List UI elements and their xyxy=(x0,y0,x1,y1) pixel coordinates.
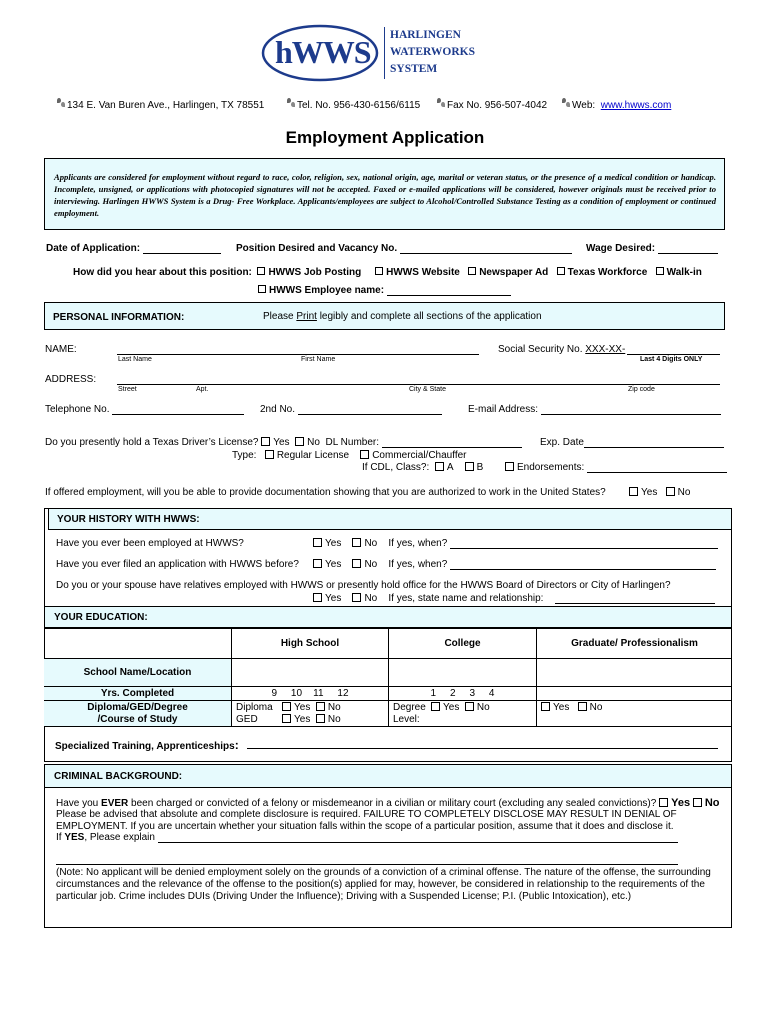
q1-no: No xyxy=(364,538,378,549)
drop-icon xyxy=(57,98,64,108)
q2-no: No xyxy=(364,559,378,570)
contact-fax: Fax No. 956-507-4042 xyxy=(447,100,548,111)
regular-label: Regular License xyxy=(276,450,350,461)
dl-no-label: No xyxy=(307,437,320,448)
personal-info-title: PERSONAL INFORMATION: xyxy=(53,312,185,323)
history-q2-options xyxy=(313,559,716,570)
criminal-yes: Yes xyxy=(671,797,691,809)
dl-number-field[interactable] xyxy=(382,437,522,448)
diploma-no-checkbox[interactable] xyxy=(316,702,325,711)
address-field[interactable] xyxy=(117,374,720,385)
wage-label: Wage Desired: xyxy=(586,243,656,254)
contact-web-wrap xyxy=(562,98,671,111)
history-q3-options xyxy=(313,593,715,604)
cdl-row xyxy=(362,462,483,473)
college-years[interactable]: 1 2 3 4 xyxy=(389,687,537,701)
tel-field[interactable] xyxy=(112,404,244,415)
tel-row xyxy=(45,404,244,415)
logo xyxy=(261,24,379,82)
wage-row xyxy=(586,243,718,254)
employee-row xyxy=(258,285,511,296)
q2-followup: If yes, when? xyxy=(388,559,448,570)
street-hint: Street xyxy=(118,386,137,393)
history-q1: Have you ever been employed at HWWS? xyxy=(56,538,244,549)
website-link[interactable]: www.hwws.com xyxy=(600,100,672,111)
contact-fax-wrap xyxy=(437,98,547,111)
ged-no: No xyxy=(327,713,341,725)
degree-no: No xyxy=(476,701,490,713)
date-field[interactable] xyxy=(143,243,221,254)
history-header: YOUR HISTORY WITH HWWS: xyxy=(48,508,732,530)
print-instruction xyxy=(263,311,542,322)
q2-when-field[interactable] xyxy=(450,559,716,570)
date-label: Date of Application: xyxy=(46,243,141,254)
education-table xyxy=(44,628,732,727)
regular-checkbox[interactable] xyxy=(265,450,274,459)
class-a-checkbox[interactable] xyxy=(435,462,444,471)
commercial-label: Commercial/Chauffer xyxy=(372,450,467,461)
criminal-question xyxy=(56,797,720,809)
commercial-checkbox[interactable] xyxy=(360,450,369,459)
logo-line-2: WATERWORKS xyxy=(390,46,476,58)
authorized-yes-label: Yes xyxy=(641,487,658,498)
employee-label: HWWS Employee name: xyxy=(269,285,385,296)
drop-icon xyxy=(437,98,444,108)
eeo-notice xyxy=(44,158,725,230)
zip-hint: Zip code xyxy=(628,386,655,393)
dl-number-label: DL Number: xyxy=(325,437,380,448)
diploma-no: No xyxy=(327,701,341,713)
grad-no-checkbox[interactable] xyxy=(578,702,587,711)
endorsements-row xyxy=(505,462,727,473)
endorsements-checkbox[interactable] xyxy=(505,462,514,471)
row-diploma-line1: Diploma/GED/Degree xyxy=(87,701,188,713)
degree-no-checkbox[interactable] xyxy=(465,702,474,711)
logo-divider xyxy=(384,27,385,79)
drop-icon xyxy=(287,98,294,108)
criminal-yes-checkbox[interactable] xyxy=(659,798,668,807)
contact-tel: Tel. No. 956-430-6156/6115 xyxy=(297,100,421,111)
walkin-checkbox[interactable] xyxy=(656,267,664,275)
dl-row xyxy=(45,437,522,448)
degree-yes-checkbox[interactable] xyxy=(431,702,440,711)
grad-no: No xyxy=(589,702,603,713)
tel-label: Telephone No. xyxy=(45,404,110,415)
history-q2: Have you ever filed an application with HWWS before? xyxy=(56,559,299,570)
row-years: Yrs. Completed xyxy=(44,687,232,701)
position-row xyxy=(236,243,572,254)
instruction-print: Print xyxy=(296,311,317,322)
job-posting-label: HWWS Job Posting xyxy=(268,267,362,278)
q2-yes-checkbox[interactable] xyxy=(313,559,322,568)
dl-yes-label: Yes xyxy=(273,437,290,448)
college-school-field[interactable] xyxy=(389,659,537,687)
dl-no-checkbox[interactable] xyxy=(295,437,304,446)
city-state-hint: City & State xyxy=(409,386,446,393)
exp-row xyxy=(540,437,724,448)
explain-pre: If xyxy=(56,832,65,843)
logo-mark: hWWS xyxy=(275,34,371,70)
hear-label: How did you hear about this position: xyxy=(73,267,252,278)
special-training-row: Specialized Training, Apprenticeships: xyxy=(55,738,239,752)
diploma-yes-checkbox[interactable] xyxy=(282,702,291,711)
level-label: Level: xyxy=(393,713,420,725)
ged-no-checkbox[interactable] xyxy=(316,714,325,723)
ssn-value: XXX-XX- xyxy=(585,344,626,355)
second-label: 2nd No. xyxy=(260,404,296,415)
q3-no: No xyxy=(364,593,378,604)
address-label: ADDRESS: xyxy=(45,374,97,385)
q3-relationship-field[interactable] xyxy=(555,593,715,604)
drop-icon xyxy=(562,98,569,108)
dl-question: Do you presently hold a Texas Driver’s License? xyxy=(45,437,259,448)
job-posting-checkbox[interactable] xyxy=(257,267,265,275)
grad-yes-checkbox[interactable] xyxy=(541,702,550,711)
instruction-pre: Please xyxy=(263,311,297,322)
apt-hint: Apt. xyxy=(196,386,209,393)
education-header: YOUR EDUCATION: xyxy=(44,606,732,628)
explain-row xyxy=(56,832,155,843)
hs-diploma xyxy=(232,701,389,727)
q3-yes-checkbox[interactable] xyxy=(313,593,322,602)
criminal-section xyxy=(44,764,732,928)
degree-label: Degree xyxy=(393,701,426,713)
page-title: Employment Application xyxy=(285,128,485,147)
q1-yes-checkbox[interactable] xyxy=(313,538,322,547)
logo-line-1: HARLINGEN xyxy=(390,29,461,41)
position-field[interactable] xyxy=(400,243,572,254)
history-q1-options xyxy=(313,538,718,549)
position-label: Position Desired and Vacancy No. xyxy=(236,243,398,254)
workforce-checkbox[interactable] xyxy=(557,267,565,275)
explain-field-1[interactable] xyxy=(158,832,678,843)
row-diploma-line2: /Course of Study xyxy=(97,713,178,725)
authorized-yes-checkbox[interactable] xyxy=(629,487,638,496)
email-row xyxy=(468,404,721,415)
special-training-label: Specialized Training, Apprenticeships xyxy=(55,741,235,752)
q1-followup: If yes, when? xyxy=(388,538,448,549)
walkin-label: Walk-in xyxy=(666,267,702,278)
q1-yes: Yes xyxy=(325,538,342,549)
col-high-school: High School xyxy=(232,629,389,659)
ssn-row xyxy=(498,344,625,355)
row-diploma xyxy=(44,701,232,727)
college-degree xyxy=(389,701,537,727)
dl-yes-checkbox[interactable] xyxy=(261,437,270,446)
col-graduate: Graduate/ Professionalism xyxy=(537,629,733,659)
grad-school-field[interactable] xyxy=(537,659,733,687)
type-row xyxy=(232,450,467,461)
personal-info-header xyxy=(44,302,725,330)
criminal-no: No xyxy=(704,797,720,809)
exp-label: Exp. Date xyxy=(540,437,584,448)
q2-yes: Yes xyxy=(325,559,342,570)
class-b-checkbox[interactable] xyxy=(465,462,474,471)
explain-yes: YES xyxy=(64,832,85,843)
ged-label: GED xyxy=(236,713,258,725)
degree-yes: Yes xyxy=(443,701,460,713)
criminal-q-ever: EVER xyxy=(101,798,129,809)
ssn-hint: Last 4 Digits ONLY xyxy=(640,356,703,363)
employee-name-field[interactable] xyxy=(387,285,511,296)
grad-years-field[interactable] xyxy=(537,687,733,701)
date-row xyxy=(46,243,221,254)
hear-row xyxy=(73,267,702,278)
workforce-label: Texas Workforce xyxy=(567,267,648,278)
second-field[interactable] xyxy=(298,404,442,415)
q1-when-field[interactable] xyxy=(450,538,718,549)
logo-text xyxy=(390,27,475,78)
col-college: College xyxy=(389,629,537,659)
endorsements-label: Endorsements: xyxy=(517,462,585,473)
employee-checkbox[interactable] xyxy=(258,285,266,293)
cdl-label: If CDL, Class?: xyxy=(362,462,430,473)
authorized-options xyxy=(629,487,690,498)
newspaper-checkbox[interactable] xyxy=(468,267,476,275)
name-field[interactable] xyxy=(117,344,479,355)
grad-yes: Yes xyxy=(553,702,570,713)
q3-followup: If yes, state name and relationship: xyxy=(388,593,544,604)
website-checkbox[interactable] xyxy=(375,267,383,275)
second-row xyxy=(260,404,442,415)
name-label: NAME: xyxy=(45,344,77,355)
authorized-no-label: No xyxy=(677,487,691,498)
criminal-q-pre: Have you xyxy=(56,798,102,809)
ssn-label: Social Security No. xyxy=(498,344,583,355)
newspaper-label: Newspaper Ad xyxy=(479,267,549,278)
contact-address: 134 E. Van Buren Ave., Harlingen, TX 78551 xyxy=(67,100,265,111)
criminal-header: CRIMINAL BACKGROUND: xyxy=(44,764,732,788)
ged-yes-checkbox[interactable] xyxy=(282,714,291,723)
type-label: Type: xyxy=(232,450,257,461)
special-training-field[interactable] xyxy=(247,738,718,749)
email-field[interactable] xyxy=(541,404,721,415)
wage-field[interactable] xyxy=(658,243,718,254)
hs-years[interactable]: 9 10 11 12 xyxy=(232,687,389,701)
explain-post: , Please explain xyxy=(84,832,155,843)
q2-no-checkbox[interactable] xyxy=(352,559,361,568)
contact-line xyxy=(57,98,264,111)
class-b-label: B xyxy=(476,462,484,473)
exp-field[interactable] xyxy=(584,437,724,448)
contact-web-label: Web: xyxy=(572,100,596,111)
class-a-label: A xyxy=(446,462,454,473)
authorized-no-checkbox[interactable] xyxy=(666,487,675,496)
grad-degree xyxy=(537,701,733,727)
hs-school-field[interactable] xyxy=(232,659,389,687)
criminal-note: (Note: No applicant will be denied employment solely on the grounds of a conviction of a criminal offense. The nature of the offense, the surrounding circumstances and the relevance of the offense to the position(s) applied for may, however, be considered in relationship to the requirements of the particular job. Crime includes DUIs (Driving Under the Influence); Driving with a Suspended License; P.I. (Public Intoxication), etc.) xyxy=(56,867,711,902)
last-name-hint: Last Name xyxy=(118,356,152,363)
q1-no-checkbox[interactable] xyxy=(352,538,361,547)
criminal-q-post: been charged or convicted of a felony or misdemeanor in a civilian or military court (excluding any sealed convictions)? xyxy=(128,798,657,809)
ssn-field[interactable] xyxy=(627,344,720,355)
ged-yes: Yes xyxy=(294,713,311,725)
q3-no-checkbox[interactable] xyxy=(352,593,361,602)
history-q3: Do you or your spouse have relatives employed with HWWS or presently hold office for the HWWS Board of Directors or City of Harlingen? xyxy=(56,580,671,591)
instruction-post: legibly and complete all sections of the application xyxy=(316,311,542,322)
authorized-question: If offered employment, will you be able to provide documentation showing that you are authorized to work in the United States? xyxy=(45,487,606,498)
email-label: E-mail Address: xyxy=(468,404,539,415)
edu-corner xyxy=(44,629,232,659)
diploma-label: Diploma xyxy=(236,701,273,713)
explain-field-2[interactable] xyxy=(56,854,678,865)
criminal-advised: Please be advised that absolute and complete disclosure is required. FAILURE TO COMPLETELY DISCLOSE MAY RESULT IN DENIAL OF EMPLOYMENT. If you are uncertain whether your situation falls within the scope of a particular position, assume that it does and disclose it. xyxy=(56,809,677,832)
diploma-yes: Yes xyxy=(294,701,311,713)
q3-yes: Yes xyxy=(325,593,342,604)
first-name-hint: First Name xyxy=(301,356,336,363)
logo-line-3: SYSTEM xyxy=(390,63,438,75)
criminal-no-checkbox[interactable] xyxy=(693,798,702,807)
contact-tel-wrap xyxy=(287,98,420,111)
endorsements-field[interactable] xyxy=(587,462,727,473)
website-option-label: HWWS Website xyxy=(386,267,460,278)
row-school: School Name/Location xyxy=(44,659,232,687)
eeo-notice-text: Applicants are considered for employment without regard to race, color, religion, sex, national origin, age, marital or veteran status, or the presence of a medical condition or handicap. Incomplete, unsigned, or applications with photocopied signatures will not be accepted. Faxed or e-mailed applications will be considered, however originals must be received prior to interviewing. Harlingen HWWS System is a Drug- Free Workplace. Applicants/employees are subject to Alcohol/Controlled Substance Testing as a condition of employment or continued employment. xyxy=(54,172,716,218)
